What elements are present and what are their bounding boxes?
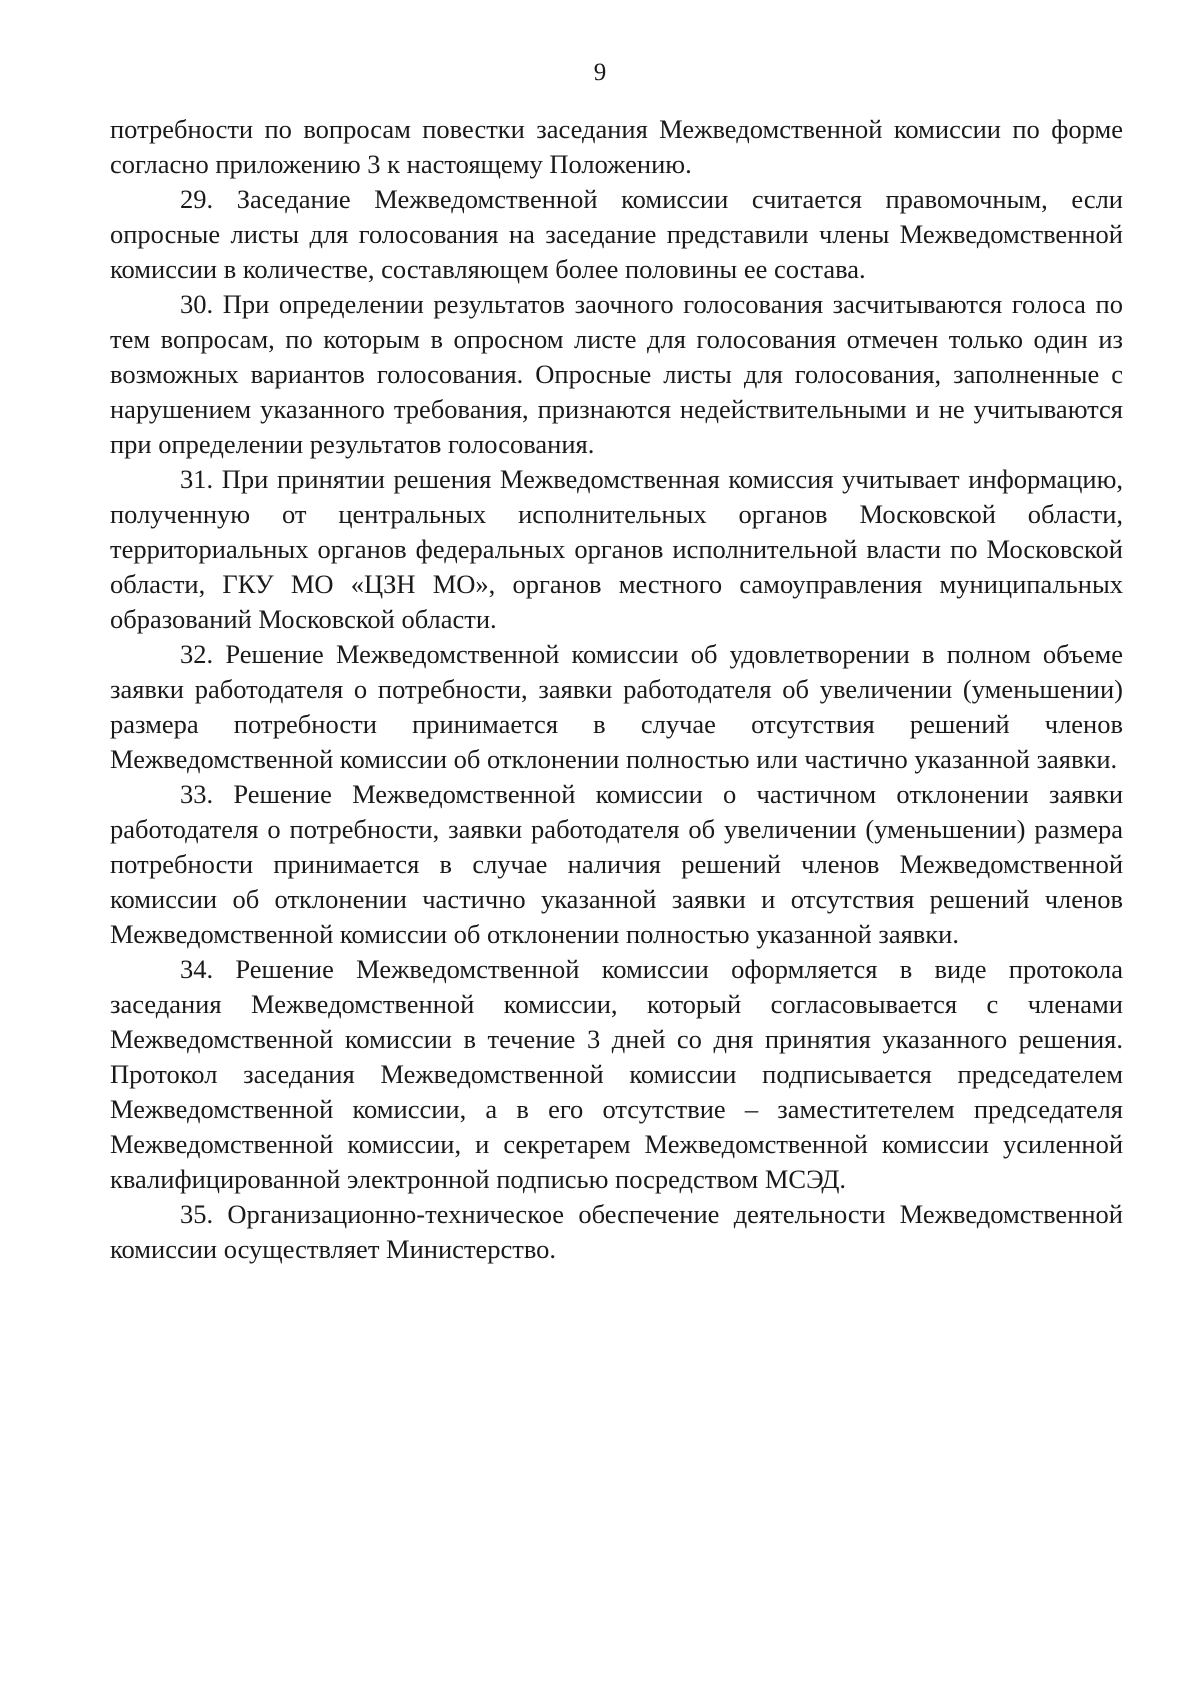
page-number: 9 [593, 59, 607, 86]
paragraph-continuation: потребности по вопросам повестки заседания Межведомственной комиссии по форме согласно приложению 3 к настоящему Положению. [110, 114, 1123, 179]
paragraph-35: 35. Организационно-техническое обеспечение деятельности Межведомственной комиссии осуществляет Министерство. [110, 1199, 1123, 1264]
document-body [110, 112, 1123, 1267]
paragraph-32: 32. Решение Межведомственной комиссии об удовлетворении в полном объеме заявки работодателя о потребности, заявки работодателя об увеличении (уменьшении) размера потребности принимается в случае отсутствия решений членов Межведомственной комиссии об отклонении полностью или частично указанной заявки. [110, 639, 1123, 774]
paragraph-33: 33. Решение Межведомственной комиссии о частичном отклонении заявки работодателя о потребности, заявки работодателя об увеличении (уменьшении) размера потребности принимается в случае наличия решений членов Межведомственной комиссии об отклонении частично указанной заявки и отсутствия решений членов Межведомственной комиссии об отклонении полностью указанной заявки. [110, 779, 1123, 949]
paragraph-34: 34. Решение Межведомственной комиссии оформляется в виде протокола заседания Межведомственной комиссии, который согласовывается с членами Межведомственной комиссии в течение 3 дней со дня принятия указанного решения. Протокол заседания Межведомственной комиссии подписывается председателем Межведомственной комиссии, а в его отсутствие – заместитетелем председателя Межведомственной комиссии, и секретарем Межведомственной комиссии усиленной квалифицированной электронной подписью посредством МСЭД. [110, 954, 1123, 1194]
paragraph-29: 29. Заседание Межведомственной комиссии считается правомочным, если опросные листы для голосования на заседание представили члены Межведомственной комиссии в количестве, составляющем более половины ее состава. [110, 184, 1123, 284]
paragraph-31: 31. При принятии решения Межведомственная комиссия учитывает информацию, полученную от центральных исполнительных органов Московской области, территориальных органов федеральных органов исполнительной власти по Московской области, ГКУ МО «ЦЗН МО», органов местного самоуправления муниципальных образований Московской области. [110, 464, 1123, 634]
paragraph-30: 30. При определении результатов заочного голосования засчитываются голоса по тем вопросам, по которым в опросном листе для голосования отмечен только один из возможных вариантов голосования. Опросные листы для голосования, заполненные с нарушением указанного требования, признаются недействительными и не учитываются при определении результатов голосования. [110, 289, 1123, 459]
